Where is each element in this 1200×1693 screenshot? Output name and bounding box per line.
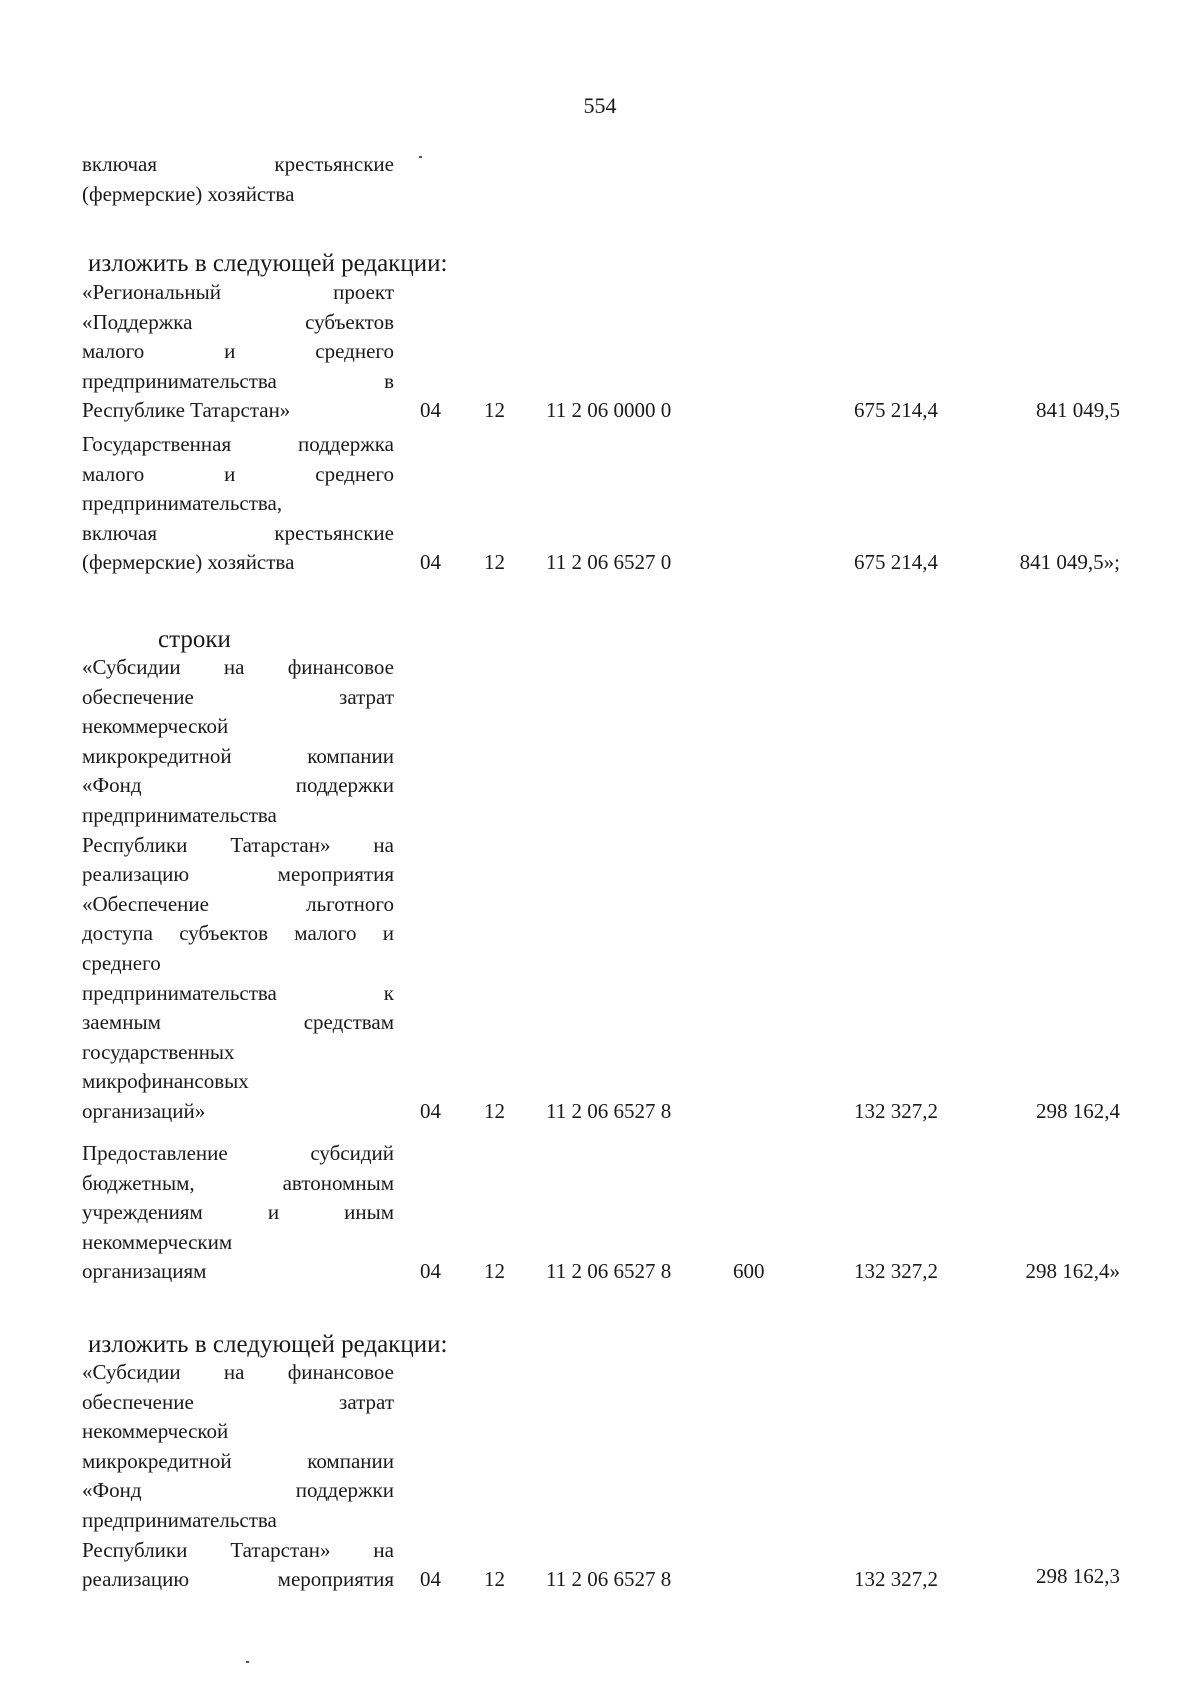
desc-word: льготного — [306, 891, 394, 916]
desc-word: «Субсидии — [82, 655, 181, 679]
desc-word: предпринимательства — [82, 368, 277, 393]
desc-word: малого — [82, 339, 145, 364]
desc-line — [82, 460, 394, 490]
desc-line — [82, 308, 394, 338]
rz-cell: 04 — [420, 550, 441, 575]
desc-word: мероприятия — [277, 1567, 394, 1592]
scan-speck — [246, 1661, 249, 1663]
amount-2-cell: 298 162,4 — [1036, 1099, 1120, 1123]
desc-line: некоммерческой — [82, 714, 229, 739]
desc-line — [82, 771, 394, 801]
rz-cell: 04 — [420, 1259, 441, 1284]
desc-word: на — [223, 655, 245, 679]
pr-cell: 12 — [484, 1099, 505, 1123]
row-description — [82, 150, 394, 209]
desc-word: автономным — [282, 1170, 394, 1195]
scan-speck — [419, 156, 422, 158]
desc-line — [82, 430, 394, 460]
desc-word: финансовое — [287, 655, 394, 679]
desc-word: затрат — [339, 684, 394, 709]
desc-line — [82, 367, 394, 397]
desc-line: (фермерские) хозяйства — [82, 550, 295, 575]
pr-cell: 12 — [484, 398, 505, 423]
desc-word: Государственная — [82, 432, 232, 456]
desc-word: к — [383, 980, 394, 1005]
desc-word: заемным — [82, 1010, 161, 1035]
desc-word: в — [384, 368, 394, 393]
desc-word: включая — [82, 520, 158, 545]
desc-line — [82, 1139, 394, 1169]
desc-word: реализацию — [82, 1567, 190, 1592]
desc-word: субсидий — [310, 1141, 394, 1165]
desc-line — [82, 683, 394, 713]
desc-word: «Фонд — [82, 773, 142, 798]
desc-word: крестьянские — [274, 152, 394, 176]
desc-word: доступа — [82, 921, 153, 946]
desc-word: компании — [307, 743, 394, 768]
desc-word: проект — [333, 280, 394, 304]
csr-cell: 11 2 06 6527 8 — [546, 1259, 672, 1284]
desc-line — [82, 1008, 394, 1038]
desc-word: среднего — [315, 461, 394, 486]
desc-line — [82, 1198, 394, 1228]
desc-line — [82, 919, 394, 949]
desc-line — [82, 1358, 394, 1388]
desc-word: «Субсидии — [82, 1360, 181, 1384]
desc-line — [82, 1565, 394, 1595]
desc-word: Республики — [82, 1537, 188, 1562]
amount-1-cell: 675 214,4 — [854, 550, 938, 575]
pr-cell: 12 — [484, 1567, 505, 1591]
desc-word: субъектов — [305, 309, 394, 334]
pr-cell: 12 — [484, 550, 505, 575]
section-heading: изложить в следующей редакции: — [88, 250, 448, 277]
csr-cell: 11 2 06 6527 0 — [546, 550, 672, 575]
amount-2-cell: 841 049,5 — [1036, 398, 1120, 423]
desc-line — [82, 1388, 394, 1418]
desc-word: включая — [82, 152, 158, 176]
row-description — [82, 1139, 394, 1287]
amount-2-cell: 298 162,3 — [1036, 1564, 1120, 1588]
desc-word: и — [224, 339, 236, 364]
amount-2-cell: 841 049,5»; — [1019, 550, 1120, 575]
amount-1-cell: 132 327,2 — [854, 1099, 938, 1123]
desc-word: Республики — [82, 832, 188, 857]
desc-line: предпринимательства — [82, 1507, 277, 1532]
desc-line — [82, 1536, 394, 1566]
page-number: 554 — [583, 93, 617, 118]
desc-line — [82, 653, 394, 683]
desc-word: обеспечение — [82, 1389, 194, 1414]
csr-cell: 11 2 06 0000 0 — [546, 398, 672, 423]
desc-word: Татарстан» — [230, 832, 331, 857]
desc-word: поддержки — [295, 1478, 394, 1503]
desc-word: Предоставление — [82, 1141, 228, 1165]
desc-word: учреждениям — [82, 1200, 203, 1225]
csr-cell: 11 2 06 6527 8 — [546, 1099, 672, 1123]
desc-word: малого — [82, 461, 145, 486]
desc-word: мероприятия — [277, 862, 394, 887]
desc-word: и — [224, 461, 236, 486]
desc-line — [82, 860, 394, 890]
desc-word: бюджетным, — [82, 1170, 195, 1195]
desc-word: на — [373, 1537, 394, 1562]
section-heading: строки — [158, 626, 231, 653]
desc-line — [82, 742, 394, 772]
amount-1-cell: 132 327,2 — [854, 1259, 938, 1284]
desc-word: на — [223, 1360, 245, 1384]
amount-2-cell: 298 162,4» — [1025, 1259, 1120, 1284]
desc-line — [82, 1476, 394, 1506]
desc-line — [82, 1169, 394, 1199]
vr-cell: 600 — [733, 1259, 765, 1284]
desc-word: и — [267, 1200, 280, 1225]
desc-line: Республике Татарстан» — [82, 398, 291, 423]
desc-line: некоммерческим — [82, 1229, 233, 1254]
desc-word: «Обеспечение — [82, 891, 209, 916]
desc-word: малого — [294, 921, 357, 946]
desc-word: «Фонд — [82, 1478, 142, 1503]
desc-line — [82, 337, 394, 367]
desc-line: организаций» — [82, 1098, 206, 1123]
desc-line — [82, 1447, 394, 1477]
desc-word: «Поддержка — [82, 309, 193, 334]
desc-word: иным — [344, 1200, 394, 1225]
section-heading: изложить в следующей редакции: — [88, 1331, 448, 1358]
desc-word: и — [382, 921, 394, 946]
desc-line: организациям — [82, 1259, 207, 1284]
desc-word: средствам — [303, 1010, 394, 1035]
row-description — [82, 653, 394, 1127]
desc-line — [82, 831, 394, 861]
desc-word: поддержка — [297, 432, 394, 456]
desc-line: некоммерческой — [82, 1419, 229, 1444]
desc-line: микрофинансовых — [82, 1069, 249, 1094]
desc-word: субъектов — [179, 921, 269, 946]
desc-line: (фермерские) хозяйства — [82, 181, 295, 206]
desc-line: предпринимательства — [82, 802, 277, 827]
desc-line: предпринимательства, — [82, 491, 283, 516]
csr-cell: 11 2 06 6527 8 — [546, 1567, 672, 1591]
desc-word: микрокредитной — [82, 1448, 232, 1473]
desc-word: обеспечение — [82, 684, 194, 709]
desc-line — [82, 979, 394, 1009]
desc-word: компании — [307, 1448, 394, 1473]
row-description — [82, 430, 394, 578]
row-description — [82, 1358, 394, 1595]
desc-line: среднего — [82, 950, 161, 975]
desc-word: «Региональный — [82, 280, 221, 304]
desc-word: реализацию — [82, 862, 190, 887]
rz-cell: 04 — [420, 1567, 441, 1591]
desc-word: на — [373, 832, 394, 857]
rz-cell: 04 — [420, 1099, 441, 1123]
row-description — [82, 278, 394, 426]
desc-word: поддержки — [295, 773, 394, 798]
desc-word: среднего — [315, 339, 394, 364]
desc-line — [82, 890, 394, 920]
desc-word: затрат — [339, 1389, 394, 1414]
desc-line: государственных — [82, 1039, 235, 1064]
desc-word: финансовое — [287, 1360, 394, 1384]
amount-1-cell: 132 327,2 — [854, 1567, 938, 1591]
desc-line — [82, 278, 394, 308]
desc-line — [82, 519, 394, 549]
rz-cell: 04 — [420, 398, 441, 423]
desc-word: микрокредитной — [82, 743, 232, 768]
desc-word: предпринимательства — [82, 980, 277, 1005]
desc-word: крестьянские — [274, 520, 394, 545]
desc-word: Татарстан» — [230, 1537, 331, 1562]
desc-line — [82, 150, 394, 180]
pr-cell: 12 — [484, 1259, 505, 1284]
amount-1-cell: 675 214,4 — [854, 398, 938, 423]
